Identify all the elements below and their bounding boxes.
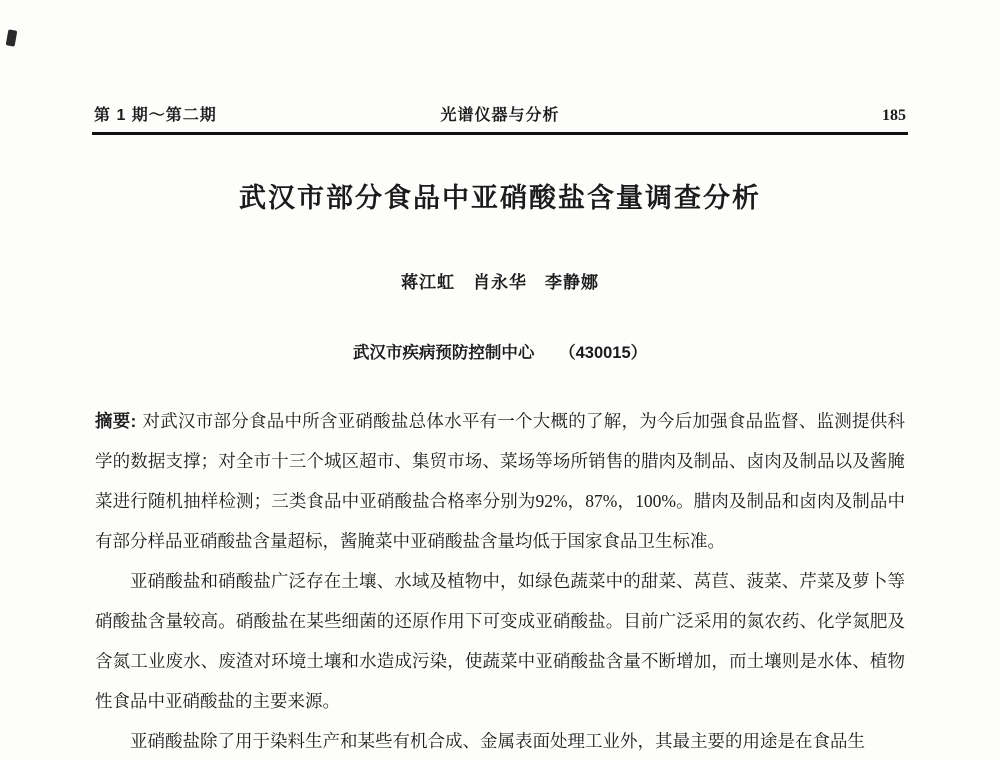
journal-header <box>0 0 1000 125</box>
body-paragraph-1: 亚硝酸盐和硝酸盐广泛存在土壤、水域及植物中，如绿色蔬菜中的甜菜、莴苣、菠菜、芹菜及萝卜等硝酸盐含量较高。硝酸盐在某些细菌的还原作用下可变成亚硝酸盐。目前广泛采用的氮农药、化学氮肥及含氮工业废水、废渣对环境土壤和水造成污染，使蔬菜中亚硝酸盐含量不断增加，而土壤则是水体、植物性食品中亚硝酸盐的主要来源。 <box>95 571 905 711</box>
article-authors: 蒋江虹 肖永华 李静娜 <box>401 273 599 292</box>
body-paragraph-2: 亚硝酸盐除了用于染料生产和某些有机合成、金属表面处理工业外，其最主要的用途是在食品生 <box>130 731 865 751</box>
article-title: 武汉市部分食品中亚硝酸盐含量调查分析 <box>239 183 761 213</box>
abstract-label: 摘要: <box>95 411 137 431</box>
abstract-paragraph <box>95 401 905 561</box>
journal-title: 光谱仪器与分析 <box>440 107 560 124</box>
header-rule <box>92 132 908 135</box>
abstract-text: 对武汉市部分食品中所含亚硝酸盐总体水平有一个大概的了解，为今后加强食品监督、监测提供科学的数据支撑；对全市十三个城区超市、集贸市场、菜场等场所销售的腊肉及制品、卤肉及制品以及酱腌菜进行随机抽样检测；三类食品中亚硝酸盐合格率分别为92%，87%，100%。腊肉及制品和卤肉及制品中有部分样品亚硝酸盐含量超标，酱腌菜中亚硝酸盐含量均低于国家食品卫生标准。 <box>95 411 906 551</box>
article-body <box>95 401 905 760</box>
page-number: 185 <box>882 107 906 124</box>
article-affiliation: 武汉市疾病预防控制中心 （430015） <box>352 344 648 362</box>
journal-issue: 第 1 期～第二期 <box>94 107 217 124</box>
